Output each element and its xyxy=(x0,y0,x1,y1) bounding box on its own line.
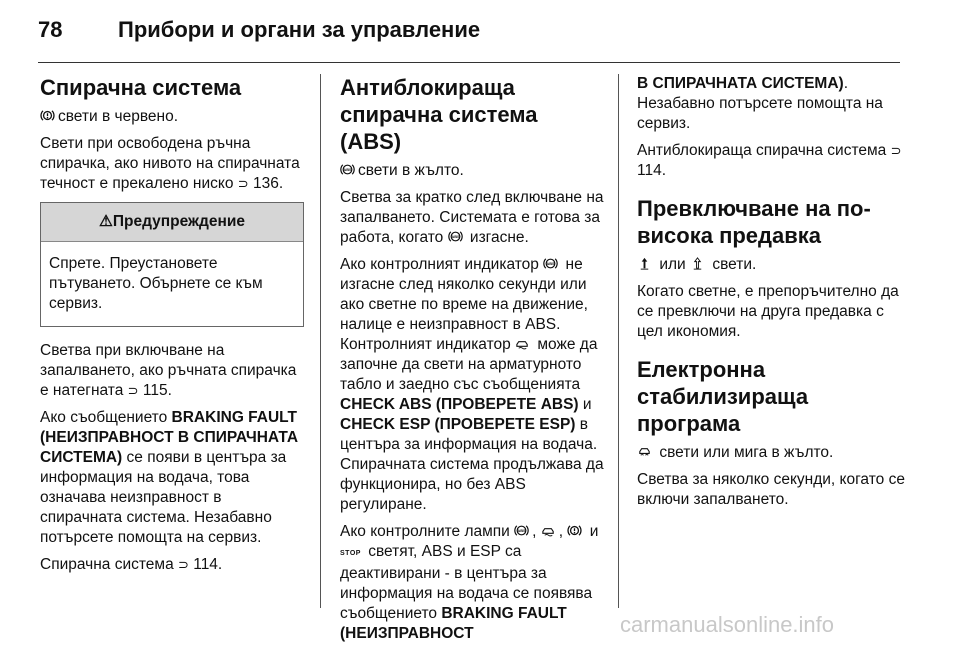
abs-icon xyxy=(448,229,463,244)
svg-text:ABS: ABS xyxy=(517,528,526,534)
page-number: 78 xyxy=(38,17,63,42)
page-ref-arrow-icon: ⊃ xyxy=(237,176,249,191)
page-ref-arrow-icon: ⊃ xyxy=(178,557,189,572)
chapter-title: Прибори и органи за управление xyxy=(118,17,481,42)
header-rule xyxy=(38,62,900,63)
stop-icon: STOP xyxy=(340,550,361,557)
paragraph: свети или мига в жълто. xyxy=(637,443,907,463)
column-left xyxy=(40,74,304,582)
warning-header: ⚠Предупреждение xyxy=(41,203,303,242)
message-text: CHECK ABS (ПРОВЕРЕТЕ ABS) xyxy=(340,396,579,413)
paragraph: Светва за кратко след включване на запалването. Системата е готова за работа, когато ABS изгасне. xyxy=(340,189,604,246)
svg-text:ABS: ABS xyxy=(450,234,460,240)
abs-icon xyxy=(514,523,529,538)
upshift-arrow-icon xyxy=(637,256,652,271)
esp-skid-icon xyxy=(637,444,652,459)
esp-skid-icon xyxy=(515,336,530,351)
paragraph: Светва при включване на запалването, ако ръчната спирачка е натегната ⊃ 115. xyxy=(40,342,297,399)
paragraph: Светва за няколко секунди, когато се включи запалването. xyxy=(637,471,905,508)
paragraph: или свети. xyxy=(637,255,907,275)
svg-text:ABS: ABS xyxy=(343,167,352,173)
brake-warning-icon xyxy=(567,523,582,538)
paragraph: ABS свети в жълто. xyxy=(340,161,604,181)
abs-icon xyxy=(543,256,558,271)
brake-warning-icon xyxy=(40,108,55,123)
message-text: BRAKING FAULT (НЕИЗПРАВНОСТ xyxy=(340,605,567,642)
paragraph: Ако контролните лампи ABS , , и STOP светят, ABS и ESP са деактивирани - в центъра за информация на водача се появява съобщението BRAKING FAULT (НЕИЗПРАВНОСТ xyxy=(340,523,599,642)
paragraph: Свети при освободена ръчна спирачка, ако нивото на спирачната течност е прекалено ниско ⊃ 136. xyxy=(40,135,300,192)
svg-text:ABS: ABS xyxy=(546,261,555,267)
page-ref-arrow-icon: ⊃ xyxy=(890,143,902,158)
section-heading-esp: Електронна стабилизираща програма xyxy=(637,357,809,436)
section-heading-brake-system: Спирачна система xyxy=(40,75,242,100)
esp-skid-icon xyxy=(541,523,556,538)
paragraph: В СПИРАЧНАТА СИСТЕМА). Незабавно потърсете помощта на сервиз. xyxy=(637,75,883,132)
section-heading-upshift: Превключване на по-висока предавка xyxy=(637,196,871,248)
paragraph: Ако съобщението BRAKING FAULT (НЕИЗПРАВНОСТ В СПИРАЧНАТА СИСТЕМА) се появи в центъра за информация на водача, това означава неизправност в спирачната система. Незабавно потърсете помощта на сервиз. xyxy=(40,409,299,546)
warning-text: Спрете. Преустановете пътуването. Обърнете се към сервиз. xyxy=(49,255,263,312)
watermark: carmanualsonline.info xyxy=(620,612,835,637)
paragraph: свети в червено. xyxy=(40,107,304,127)
section-heading-abs: Антиблокираща спирачна система (ABS) xyxy=(340,75,538,154)
paragraph: Антиблокираща спирачна система ⊃ 114. xyxy=(637,142,902,179)
warning-box xyxy=(40,202,304,327)
paragraph: Ако контролният индикатор ABS не изгасне след няколко секунди или ако светне по време на движение, налице е неизправност в ABS. Контролният индикатор може да започне да свети на арматурното табло и заедно със съобщенията CHECK ABS (ПРОВЕРЕТЕ ABS) и CHECK ESP (ПРОВЕРЕТЕ ESP) в центъра за информация на водача. Спирачната система продължава да функционира, но без ABS регулиране. xyxy=(340,256,604,513)
column-divider xyxy=(618,74,619,608)
paragraph: Спирачна система ⊃ 114. xyxy=(40,556,223,573)
message-text: В СПИРАЧНАТА СИСТЕМА) xyxy=(637,75,844,92)
abs-icon xyxy=(340,162,355,177)
column-divider xyxy=(320,74,321,608)
upshift-arrow-icon xyxy=(690,256,705,271)
message-text: BRAKING FAULT (НЕИЗПРАВНОСТ В СПИРАЧНАТА СИСТЕМА) xyxy=(40,409,299,466)
warning-triangle-icon: ⚠ xyxy=(99,213,113,230)
column-middle xyxy=(340,74,604,651)
column-right xyxy=(637,74,907,517)
page-header xyxy=(38,10,480,50)
message-text: CHECK ESP (ПРОВЕРЕТЕ ESP) xyxy=(340,416,576,433)
page-ref-arrow-icon: ⊃ xyxy=(127,383,139,398)
paragraph: Когато светне, е препоръчително да се превключи на друга предавка с цел икономия. xyxy=(637,283,899,340)
